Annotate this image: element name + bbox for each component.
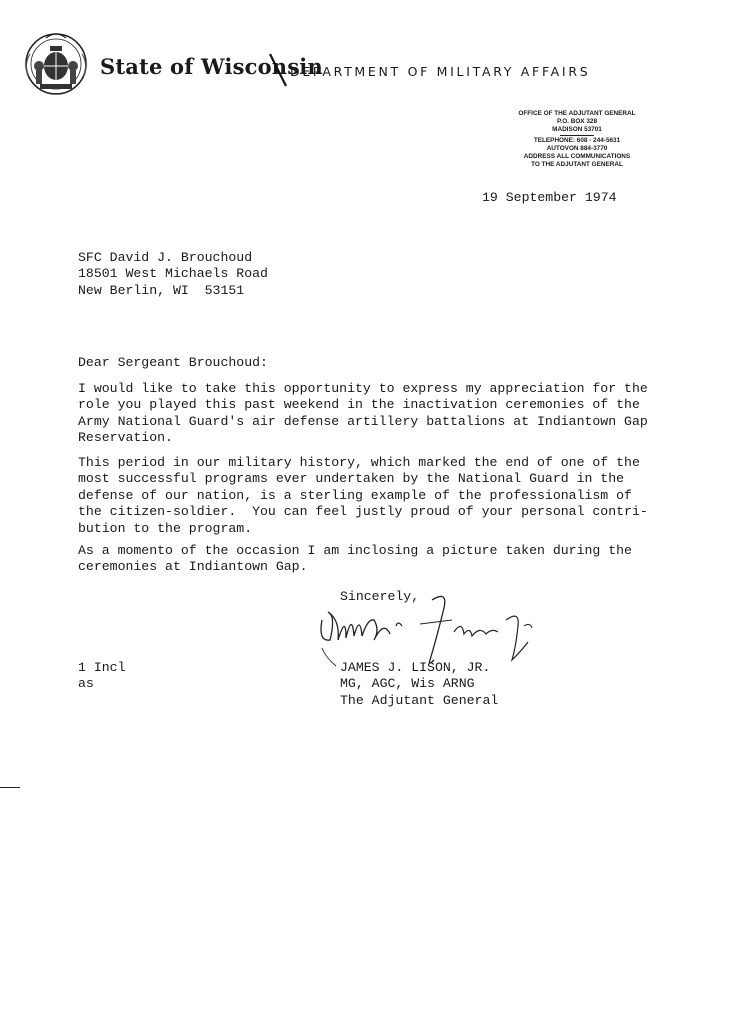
closing: Sincerely, bbox=[340, 589, 420, 604]
enclosure-line-2: as bbox=[78, 676, 94, 692]
signer-title: The Adjutant General bbox=[340, 692, 499, 708]
office-line: TELEPHONE: 608 - 244-5631 bbox=[533, 137, 621, 145]
office-line: MADISON 53701 bbox=[552, 125, 602, 133]
enclosure-line-1: 1 Incl bbox=[78, 660, 126, 675]
fold-mark bbox=[0, 787, 20, 788]
recipient-name: SFC David J. Brouchoud bbox=[78, 250, 253, 265]
recipient-city: New Berlin, WI 53151 bbox=[78, 282, 245, 298]
body-paragraph-2: This period in our military history, which marked the end of one of the most successful programs ever undertaken by the National Guard in the defense of our nation, is a sterling example of the professionalism of the citizen-soldier. You can feel justly proud of your personal contri- bution to the program. bbox=[78, 455, 648, 536]
signature-block bbox=[340, 660, 498, 709]
office-line: OFFICE OF THE ADJUTANT GENERAL bbox=[518, 110, 636, 117]
letter-date: 19 September 1974 bbox=[482, 190, 617, 205]
office-line: AUTOVON 884-3770 bbox=[546, 145, 608, 153]
enclosure-note bbox=[78, 660, 125, 693]
recipient-address bbox=[78, 250, 268, 299]
state-name: State of Wisconsin bbox=[100, 54, 323, 79]
signer-name: JAMES J. LISON, JR. bbox=[340, 660, 491, 675]
department-name: DEPARTMENT OF MILITARY AFFAIRS bbox=[290, 64, 591, 79]
office-address bbox=[495, 110, 659, 169]
handwritten-signature bbox=[316, 590, 556, 670]
signer-rank: MG, AGC, Wis ARNG bbox=[340, 676, 475, 692]
state-seal-icon bbox=[18, 24, 94, 100]
office-line: ADDRESS ALL COMMUNICATIONS bbox=[523, 152, 631, 160]
recipient-street: 18501 West Michaels Road bbox=[78, 266, 268, 282]
salutation: Dear Sergeant Brouchoud: bbox=[78, 355, 268, 370]
office-line: P.O. BOX 328 bbox=[556, 117, 598, 125]
letterhead-divider bbox=[268, 50, 288, 90]
office-rule bbox=[560, 135, 594, 136]
body-paragraph-1: I would like to take this opportunity to express my appreciation for the role you played this past weekend in the inactivation ceremonies of the Army National Guard's air defense artillery battalions at Indiantown Gap Reservation. bbox=[78, 381, 648, 446]
body-paragraph-3: As a momento of the occasion I am inclosing a picture taken during the ceremonies at Indiantown Gap. bbox=[78, 543, 632, 575]
office-line: TO THE ADJUTANT GENERAL bbox=[531, 160, 623, 168]
